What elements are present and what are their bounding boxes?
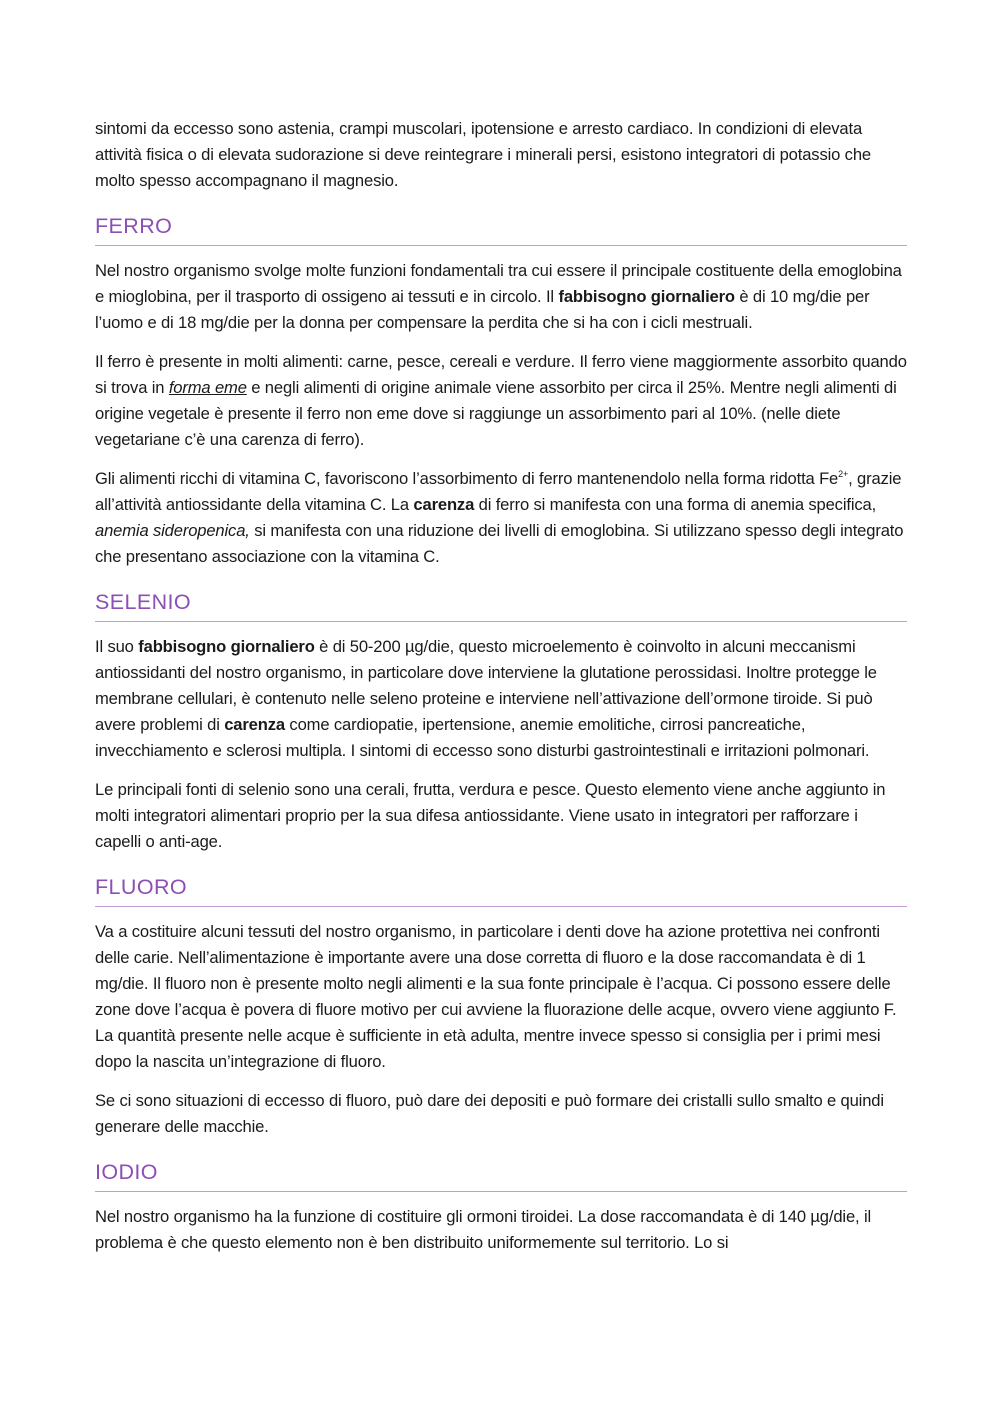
fluoro-paragraph-2: Se ci sono situazioni di eccesso di fluoro, può dare dei depositi e può formare dei cristalli sullo smalto e quindi generare delle macchie. (95, 1091, 884, 1136)
selenio-paragraph-2: Le principali fonti di selenio sono una cerali, frutta, verdura e pesce. Questo elemento viene anche aggiunto in molti integratori alimentari proprio per la sua difesa antiossidante. Viene usato in integratori per rafforzare i capelli o anti-age. (95, 780, 886, 851)
superscript-charge: 2+ (838, 469, 849, 479)
heading-iodio: IODIO (95, 1158, 907, 1192)
document-page (95, 116, 907, 1269)
bold-carenza: carenza (224, 715, 285, 734)
iodio-paragraph-1: Nel nostro organismo ha la funzione di costituire gli ormoni tiroidei. La dose raccomandata è di 140 µg/die, il problema è che questo elemento non è ben distribuito uniformemente sul territorio. Lo si (95, 1207, 872, 1252)
selenio-paragraph-1: Il suo fabbisogno giornaliero è di 50-200 µg/die, questo microelemento è coinvolto in alcuni meccanismi antiossidanti del nostro organismo, in particolare dove interviene la glutatione perossidasi. Inoltre protegge le membrane cellulari, è contenuto nelle seleno proteine e interviene nell’attivazione dell’ormone tiroide. Si può avere problemi di carenza come cardiopatie, ipertensione, anemie emolitiche, cirrosi pancreatiche, invecchiamento e sclerosi multipla. I sintomi di eccesso sono disturbi gastrointestinali e irritazioni polmonari. (95, 637, 877, 760)
heading-ferro: FERRO (95, 212, 907, 246)
ferro-paragraph-3: Gli alimenti ricchi di vitamina C, favoriscono l’assorbimento di ferro mantenendolo nella forma ridotta $Fe^{2+}$, grazie all’attività antiossidante della vitamina C. La carenza di ferro si manifesta con una forma di anemia specifica, anemia sideropenica, si manifesta con una riduzione dei livelli di emoglobina. Si utilizzano spesso degli integrato che presentano associazione con la vitamina C. (95, 469, 904, 566)
heading-selenio: SELENIO (95, 588, 907, 622)
bold-fabbisogno: fabbisogno giornaliero (138, 637, 315, 656)
ferro-paragraph-2: Il ferro è presente in molti alimenti: carne, pesce, cereali e verdure. Il ferro viene maggiormente assorbito quando si trova in forma eme e negli alimenti di origine animale viene assorbito per circa il 25%. Mentre negli alimenti di origine vegetale è presente il ferro non eme dove si raggiunge un assorbimento pari al 10%. (nelle diete vegetariane c’è una carenza di ferro). (95, 352, 907, 449)
ferro-paragraph-1: Nel nostro organismo svolge molte funzioni fondamentali tra cui essere il principale costituente della emoglobina e mioglobina, per il trasporto di ossigeno ai tessuti e in circolo. Il fabbisogno giornaliero è di 10 mg/die per l’uomo e di 18 mg/die per la donna per compensare la perdita che si ha con i cicli mestruali. (95, 261, 902, 332)
fluoro-paragraph-1: Va a costituire alcuni tessuti del nostro organismo, in particolare i denti dove ha azione protettiva nei confronti delle carie. Nell’alimentazione è importante avere una dose corretta di fluoro e la dose raccomandata è di 1 mg/die. Il fluoro non è presente molto negli alimenti e la sua fonte principale è l’acqua. Ci possono essere delle zone dove l’acqua è povera di fluore motivo per cui avviene la fluorazione delle acque, ovvero viene aggiunto F. La quantità presente nelle acque è sufficiente in età adulta, mentre invece spesso si consiglia per i primi mesi dopo la nascita un’integrazione di fluoro. (95, 922, 897, 1071)
underlined-forma-eme: forma eme (168, 378, 247, 397)
intro-paragraph: sintomi da eccesso sono astenia, crampi muscolari, ipotensione e arresto cardiaco. In condizioni di elevata attività fisica o di elevata sudorazione si deve reintegrare i minerali persi, esistono integratori di potassio che molto spesso accompagnano il magnesio. (95, 119, 871, 190)
italic-anemia: anemia sideropenica, (95, 521, 250, 540)
bold-fabbisogno: fabbisogno giornaliero (558, 287, 735, 306)
bold-carenza: carenza (413, 495, 475, 514)
heading-fluoro: FLUORO (95, 873, 907, 907)
